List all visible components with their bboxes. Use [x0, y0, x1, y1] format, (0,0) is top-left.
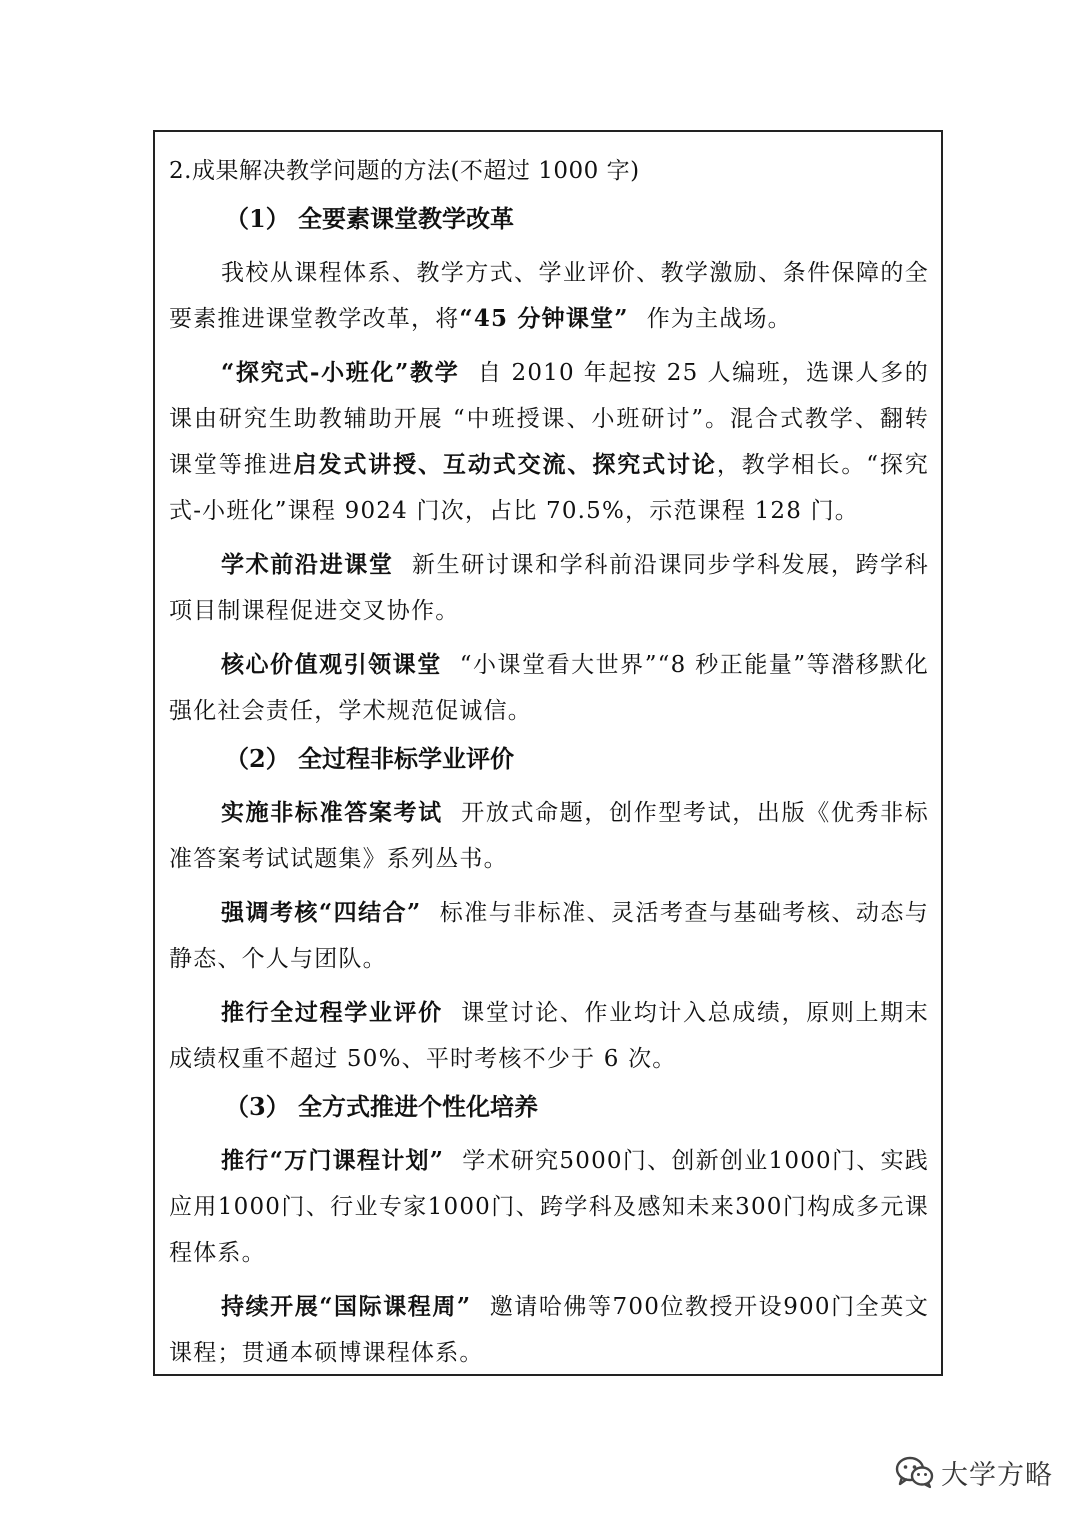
item-title: 实施非标准答案考试: [221, 799, 443, 826]
intro-text-b: 作为主战场。: [646, 306, 792, 332]
item-text-a: 自 2010 年起按 25 人编班，选课人多的课由研究生助教辅助开展 “中班授课、小班研讨”。混合式教学、翻转课堂等推进: [169, 360, 929, 478]
item-title: 持续开展“国际课程周”: [221, 1293, 472, 1320]
intro-text-a: 我校从课程体系、教学方式、学业评价、教学激励、条件保障的全要素推进课堂教学改革，将: [169, 260, 929, 332]
item-text: 邀请哈佛等700位教授开设900门全英文课程；贯通本硕博课程体系。: [169, 1294, 929, 1366]
item-title: 强调考核“四结合”: [221, 899, 422, 926]
item-text: 开放式命题，创作型考试，出版《优秀非标准答案考试试题集》系列丛书。: [169, 800, 929, 872]
paragraph-international-week: [169, 1284, 929, 1376]
heading-part-2: （2） 全过程非标学业评价: [225, 744, 515, 773]
paragraph-nonstandard-exam: [169, 790, 929, 882]
item-text: 标准与非标准、灵活考查与基础考核、动态与静态、个人与团队。: [169, 900, 929, 972]
item-text-b: ，教学相长。“探究式-小班化”课程 9024 门次，占比 70.5%，示范课程 128 门。: [169, 452, 930, 524]
item-text: 课堂讨论、作业均计入总成绩，原则上期末成绩权重不超过 50%、平时考核不少于 6 次。: [169, 1000, 929, 1072]
item-bold-phrase: 启发式讲授、互动式交流、探究式讨论: [293, 451, 717, 478]
paragraph-full-process-evaluation: [169, 990, 929, 1082]
intro-bold-phrase: “45 分钟课堂”: [459, 305, 629, 332]
item-title: 推行“万门课程计划”: [221, 1147, 445, 1174]
watermark: [895, 1452, 1053, 1492]
heading-part-3: （3） 全方式推进个性化培养: [225, 1092, 539, 1121]
item-text: “小课堂看大世界”“8 秒正能量”等潜移默化强化社会责任，学术规范促诚信。: [169, 652, 929, 724]
item-text: 新生研讨课和学科前沿课同步学科发展，跨学科项目制课程促进交叉协作。: [169, 552, 929, 624]
item-title: 学术前沿进课堂: [221, 551, 394, 578]
paragraph-frontier: [169, 542, 929, 634]
document-frame: [153, 130, 943, 1376]
item-text: 学术研究5000门、创新创业1000门、实践应用1000门、行业专家1000门、跨学科及感知未来300门构成多元课程体系。: [169, 1148, 929, 1266]
heading-part-1: （1） 全要素课堂教学改革: [225, 204, 515, 233]
item-title: 核心价值观引领课堂: [221, 651, 442, 678]
wechat-icon: [895, 1455, 935, 1489]
item-title: “探究式-小班化”教学: [221, 359, 460, 386]
item-title: 推行全过程学业评价: [221, 999, 443, 1026]
paragraph-inquiry-teaching: [169, 350, 929, 534]
section-title: 2.成果解决教学问题的方法(不超过 1000 字): [169, 158, 640, 184]
paragraph-core-values: [169, 642, 929, 734]
paragraph-four-combinations: [169, 890, 929, 982]
watermark-text: 大学方略: [941, 1459, 1053, 1491]
paragraph-ten-thousand-courses: [169, 1138, 929, 1276]
paragraph-intro: [169, 250, 929, 342]
